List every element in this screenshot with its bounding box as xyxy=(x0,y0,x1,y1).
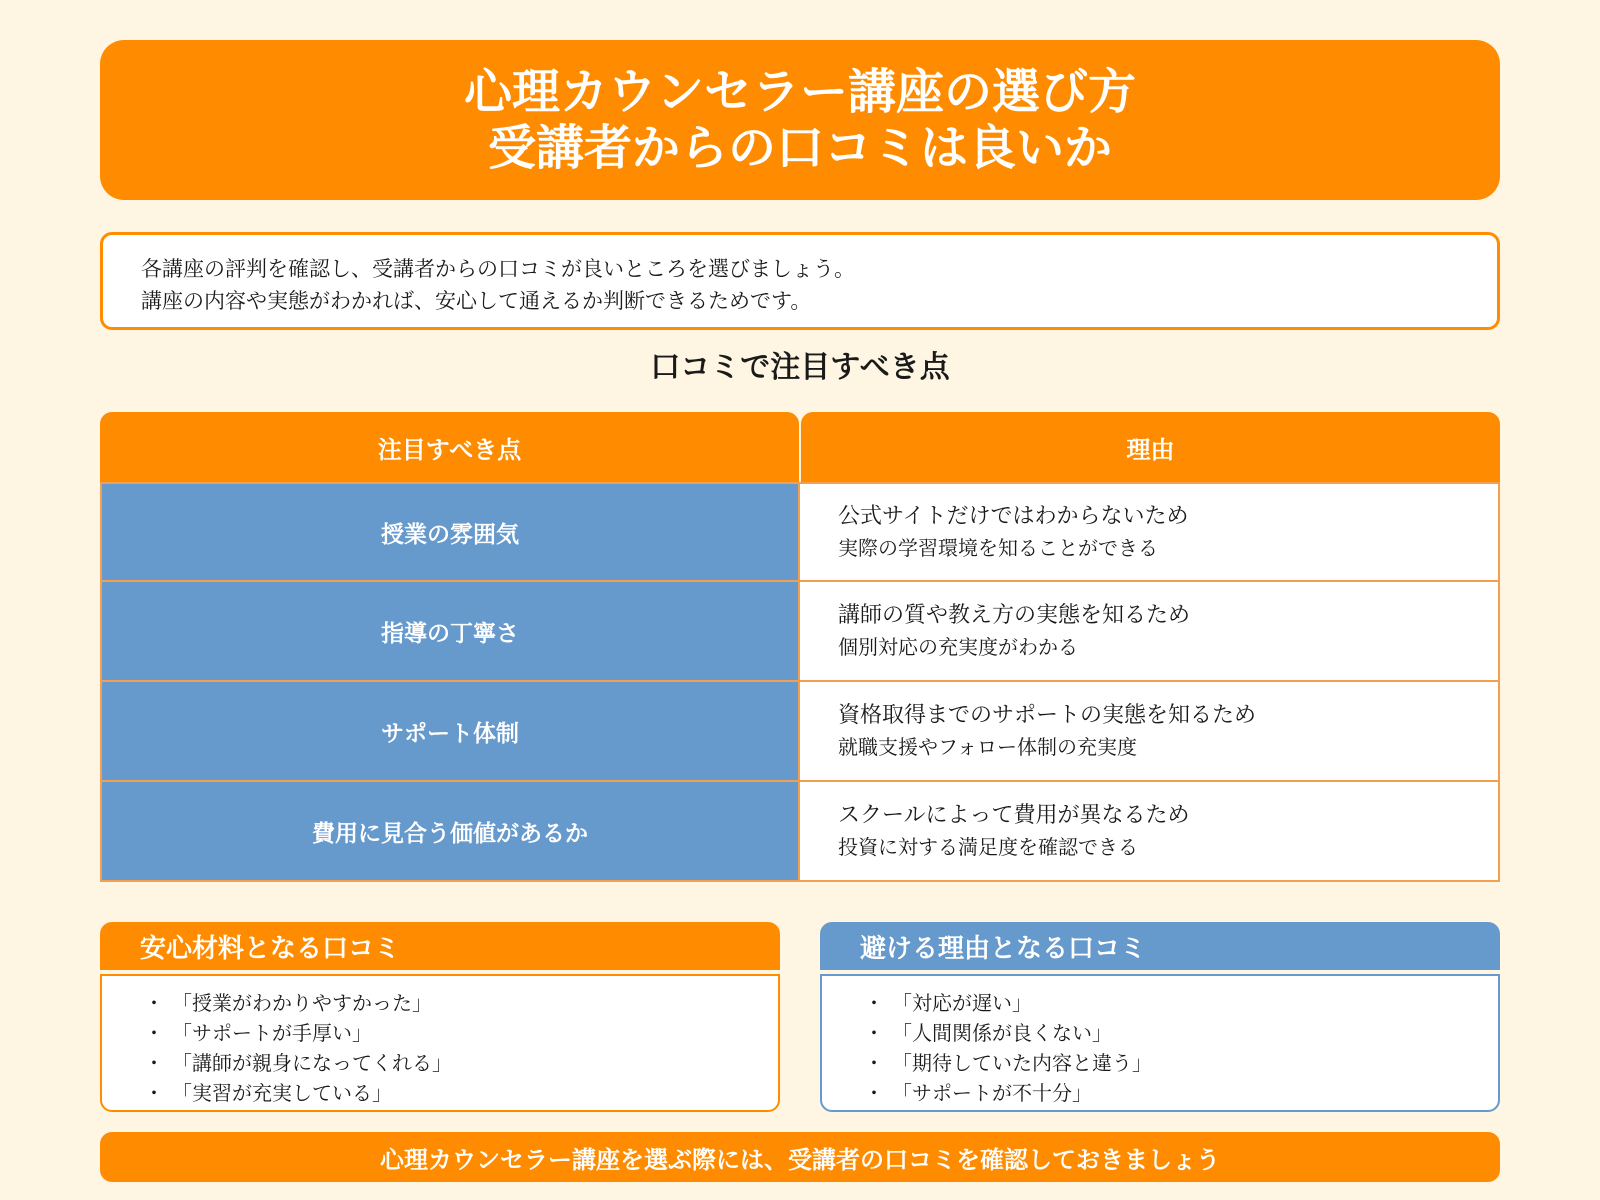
list-item-text: 「人間関係が良くない」 xyxy=(892,1021,1112,1045)
list-item-text: 「サポートが不十分」 xyxy=(892,1081,1092,1105)
bullet-icon: ・ xyxy=(864,1021,884,1045)
page-title-line1: 心理カウンセラー講座の選び方 xyxy=(463,64,1136,120)
list-item xyxy=(864,988,1498,1018)
bullet-icon: ・ xyxy=(144,1021,164,1045)
list-item-text: 「実習が充実している」 xyxy=(172,1081,392,1105)
negative-reviews-list xyxy=(864,988,1498,1108)
header-point: 注目すべき点 xyxy=(100,412,799,482)
list-item xyxy=(864,1018,1498,1048)
point-cell: 指導の丁寧さ xyxy=(100,582,800,682)
bullet-icon: ・ xyxy=(864,1081,884,1105)
reason-cell xyxy=(800,582,1500,682)
table-header xyxy=(100,412,1500,482)
intro-line2: 講座の内容や実態がわかれば、安心して通えるか判断できるためです。 xyxy=(141,289,812,313)
negative-reviews-body xyxy=(820,974,1500,1112)
intro-line1: 各講座の評判を確認し、受講者からの口コミが良いところを選びましょう。 xyxy=(141,257,855,281)
review-points-table xyxy=(100,412,1500,882)
point-cell: サポート体制 xyxy=(100,682,800,782)
reason-main: スクールによって費用が異なるため xyxy=(838,803,1190,828)
title-banner xyxy=(100,40,1500,200)
header-reason: 理由 xyxy=(801,412,1500,482)
reason-main: 講師の質や教え方の実態を知るため xyxy=(838,603,1191,628)
point-cell: 費用に見合う価値があるか xyxy=(100,782,800,882)
list-item-text: 「授業がわかりやすかった」 xyxy=(172,991,432,1015)
list-item-text: 「講師が親身になってくれる」 xyxy=(172,1051,452,1075)
reason-sub: 個別対応の充実度がわかる xyxy=(838,635,1078,659)
list-item-text: 「サポートが手厚い」 xyxy=(172,1021,372,1045)
positive-reviews-list xyxy=(144,988,778,1108)
reason-main: 公式サイトだけではわからないため xyxy=(838,504,1189,529)
bullet-icon: ・ xyxy=(864,991,884,1015)
reason-cell xyxy=(800,782,1500,882)
table-row xyxy=(100,582,1500,682)
list-item xyxy=(144,1048,778,1078)
positive-reviews-heading: 安心材料となる口コミ xyxy=(100,922,780,970)
table-row xyxy=(100,682,1500,782)
list-item xyxy=(864,1048,1498,1078)
table-row xyxy=(100,782,1500,882)
reason-sub: 就職支援やフォロー体制の充実度 xyxy=(838,735,1137,759)
reason-cell xyxy=(800,482,1500,582)
list-item-text: 「対応が遅い」 xyxy=(892,991,1032,1015)
page-title-line2: 受講者からの口コミは良いか xyxy=(487,120,1112,176)
list-item xyxy=(144,1078,778,1108)
table-row xyxy=(100,482,1500,582)
point-cell: 授業の雰囲気 xyxy=(100,482,800,582)
bullet-icon: ・ xyxy=(144,1081,164,1105)
table-body xyxy=(100,482,1500,882)
intro-box xyxy=(100,232,1500,330)
reason-main: 資格取得までのサポートの実態を知るため xyxy=(838,703,1257,728)
list-item xyxy=(864,1078,1498,1108)
positive-reviews-card xyxy=(100,922,780,1112)
negative-reviews-heading: 避ける理由となる口コミ xyxy=(820,922,1500,970)
reason-sub: 実際の学習環境を知ることができる xyxy=(838,536,1158,560)
list-item xyxy=(144,988,778,1018)
list-item-text: 「期待していた内容と違う」 xyxy=(892,1051,1152,1075)
positive-reviews-body xyxy=(100,974,780,1112)
reason-sub: 投資に対する満足度を確認できる xyxy=(838,835,1138,859)
footer-banner: 心理カウンセラー講座を選ぶ際には、受講者の口コミを確認しておきましょう xyxy=(100,1132,1500,1182)
bullet-icon: ・ xyxy=(864,1051,884,1075)
negative-reviews-card xyxy=(820,922,1500,1112)
list-item xyxy=(144,1018,778,1048)
section-heading: 口コミで注目すべき点 xyxy=(650,350,950,385)
bullet-icon: ・ xyxy=(144,991,164,1015)
reason-cell xyxy=(800,682,1500,782)
bullet-icon: ・ xyxy=(144,1051,164,1075)
